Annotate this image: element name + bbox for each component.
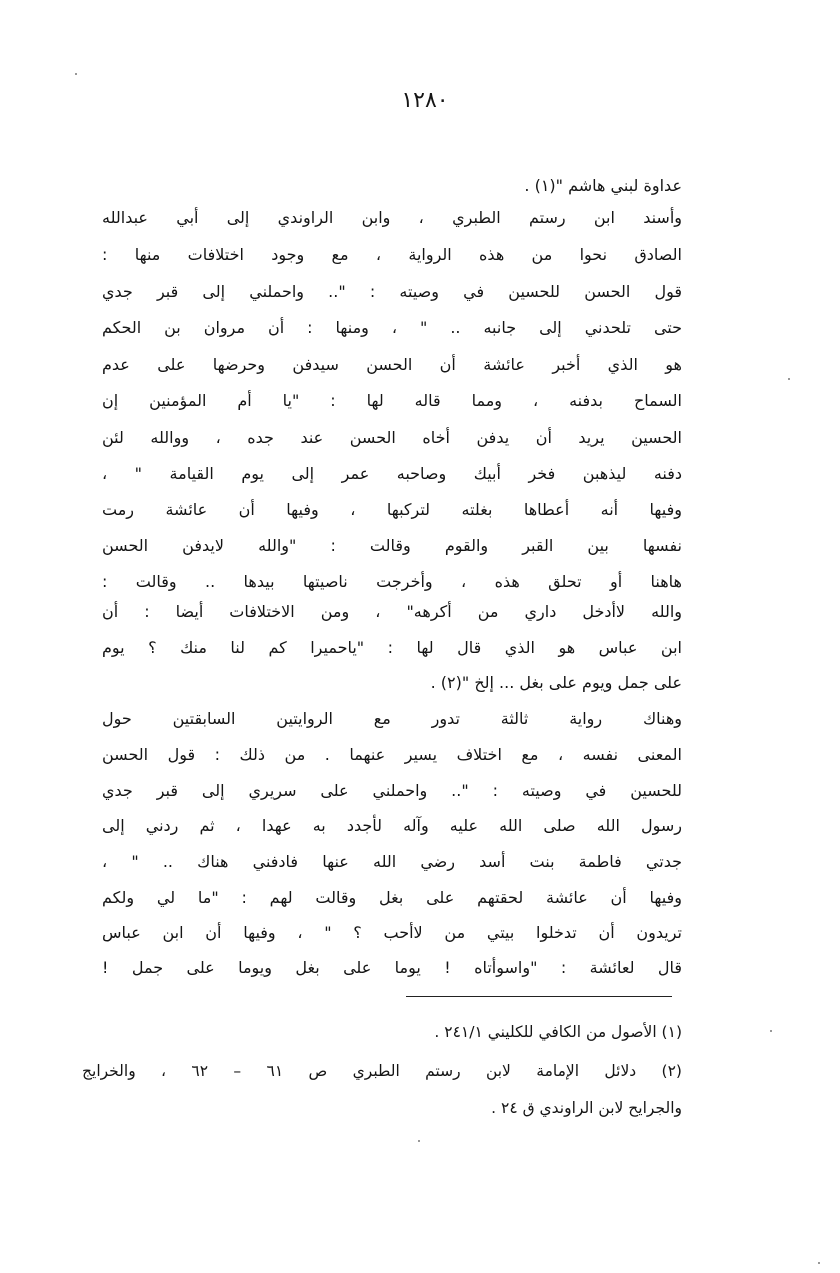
body-line: الحسين يريد أن يدفن أخاه الحسن عند جده ، ووالله لئن <box>102 428 682 447</box>
body-line: للحسين في وصيته : ".. واحملني على سريري إلى قبر جدي <box>102 781 682 800</box>
body-line: نفسها بين القبر والقوم وقالت : "والله لايدفن الحسن <box>102 536 682 555</box>
footnote: (١) الأصول من الكافي للكليني ٢٤١/١ . <box>434 1023 682 1041</box>
body-line: وفيها أنه أعطاها بغلته لتركبها ، وفيها أن عائشة رمت <box>102 500 682 519</box>
body-line: رسول الله صلى الله عليه وآله لأجدد به عهدا ، ثم ردني إلى <box>102 816 682 835</box>
footnote-separator <box>406 996 672 997</box>
body-line: تريدون أن تدخلوا بيتي من لاأحب ؟ " ، وفيها أن ابن عباس <box>102 923 682 942</box>
scan-speck <box>788 378 790 380</box>
body-line: وفيها أن عائشة لحقتهم على بغل وقالت لهم : "ما لي ولكم <box>102 888 682 907</box>
scan-speck <box>75 73 77 75</box>
body-line: وأسند ابن رستم الطبري ، وابن الراوندي إلى أبي عبدالله <box>102 208 682 227</box>
scan-speck <box>418 1140 420 1142</box>
scan-speck <box>818 1262 820 1264</box>
body-line: قال لعائشة : "واسوأتاه ! يوما على بغل ويوما على جمل ! <box>102 958 682 977</box>
body-line: والله لاأدخل داري من أكرهه" ، ومن الاختلافات أيضا : أن <box>102 602 682 621</box>
body-line: هاهنا أو تحلق هذه ، وأخرجت ناصيتها بيدها .. وقالت : <box>102 572 682 591</box>
body-line: المعنى نفسه ، مع اختلاف يسير عنهما . من ذلك : قول الحسن <box>102 745 682 764</box>
body-line: حتى تلحدني إلى جانبه .. " ، ومنها : أن مروان بن الحكم <box>102 318 682 337</box>
body-line: دفنه ليذهبن فخر أبيك وصاحبه عمر إلى يوم القيامة " ، <box>102 464 682 483</box>
body-line: السماح بدفنه ، ومما قاله لها : "يا أم المؤمنين إن <box>102 391 682 410</box>
body-line: قول الحسن للحسين في وصيته : ".. واحملني إلى قبر جدي <box>102 282 682 301</box>
body-line: جدتي فاطمة بنت أسد رضي الله عنها فادفني هناك .. " ، <box>102 852 682 871</box>
body-line: ابن عباس هو الذي قال لها : "ياحميرا كم لنا منك ؟ يوم <box>102 638 682 657</box>
body-line: عداوة لبني هاشم "(١) . <box>524 176 682 195</box>
footnote: (٢) دلائل الإمامة لابن رستم الطبري ص ٦١ – ٦٢ ، والخرايج <box>82 1062 682 1080</box>
scan-speck <box>770 1030 772 1032</box>
page-number: ١٢٨٠ <box>401 88 449 113</box>
footnote-continuation: والجرايح لابن الراوندي ق ٢٤ . <box>491 1099 682 1117</box>
body-line: هو الذي أخبر عائشة أن الحسن سيدفن وحرضها على عدم <box>102 355 682 374</box>
body-line: الصادق نحوا من هذه الرواية ، مع وجود اختلافات منها : <box>102 245 682 264</box>
body-line: على جمل ويوم على بغل ... إلخ "(٢) . <box>430 673 682 692</box>
body-line: وهناك رواية ثالثة تدور مع الروايتين السابقتين حول <box>102 709 682 728</box>
